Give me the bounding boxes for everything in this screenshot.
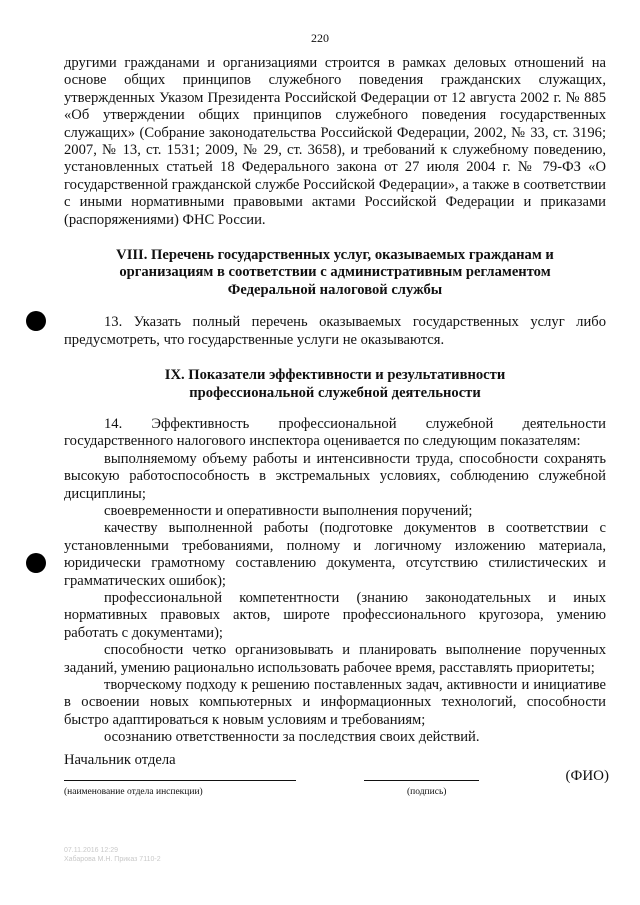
indicator-workload: выполняемому объему работы и интенсивности труда, способности сохранять высокую работоспособность в экстремальных условиях, соблюдению служебной дисциплины; — [64, 450, 606, 502]
section-9 — [64, 367, 606, 747]
section-8-heading — [64, 247, 606, 299]
punch-hole-bottom — [26, 553, 46, 573]
indicator-competence: профессиональной компетентности (знанию законодательных и иных нормативных правовых актов, широте профессионального кругозора, умению работать с документами); — [64, 589, 606, 641]
electronic-stamp — [64, 846, 161, 864]
department-line — [64, 780, 296, 781]
page-number: 220 — [311, 31, 329, 45]
indicator-quality: качеству выполненной работы (подготовке документов в соответствии с установленными требованиями, полному и логичному изложению материала, юридически грамотному составлению документа, отсутствию стилистических и грамматических ошибок); — [64, 520, 606, 589]
indicator-timeliness: своевременности и оперативности выполнения поручений; — [104, 502, 473, 519]
stamp-date: 07.11.2016 12:29 — [64, 847, 118, 854]
section-8-heading-line3: Федеральной налоговой службы — [227, 281, 443, 298]
signature-caption: (подпись) — [407, 787, 447, 797]
indicator-planning: способности четко организовывать и планировать выполнение порученных заданий, умению рационально использовать рабочее время, расставлять приоритеты; — [64, 642, 606, 676]
section-8-heading-line1: VIII. Перечень государственных услуг, оказываемых гражданам и — [116, 247, 554, 264]
indicator-list — [64, 416, 606, 747]
punch-hole-top — [26, 311, 46, 331]
paragraph-13: 13. Указать полный перечень оказываемых государственных услуг либо предусмотреть, что государственные услуги не оказываются. — [64, 314, 606, 348]
section-9-heading-line2: профессиональной служебной деятельности — [189, 384, 481, 401]
document-body — [64, 55, 606, 765]
department-caption: (наименование отдела инспекции) — [64, 787, 203, 797]
indicator-responsibility: осознанию ответственности за последствия своих действий. — [104, 729, 480, 746]
section-8-heading-line2: организациям в соответствии с административным регламентом — [119, 264, 551, 281]
stamp-author: Хабарова М.Н. Приказ 7110-2 — [64, 856, 161, 863]
section-9-heading-line1: IX. Показатели эффективности и результативности — [164, 367, 506, 384]
signature-line — [364, 780, 479, 781]
section-8 — [64, 247, 606, 349]
signatory-title: Начальник отдела — [64, 752, 176, 768]
intro-paragraph: другими гражданами и организациями строится в рамках деловых отношений на основе общих принципов служебного поведения гражданских служащих, утвержденных Указом Президента Российской Федерации от 12 августа 2002 г. № 885 «Об утверждении общих принципов служебного поведения государственных служащих» (Собрание законодательства Российской Федерации, 2002, № 33, ст. 3196; 2007, № 13, ст. 1531; 2009, № 29, ст. 3658), и требований к служебному поведению, установленных статьей 18 Федерального закона от 27 июля 2004 г. № 79-ФЗ «О государственной гражданской службе Российской Федерации», а также в соответствии с иными нормативными правовыми актами Российской Федерации и приказами (распоряжениями) ФНС России. — [64, 55, 606, 228]
section-9-heading — [64, 367, 606, 402]
indicator-creativity: творческому подходу к решению поставленных задач, активности и инициативе в освоении новых компьютерных и информационных технологий, способности быстро адаптироваться к новым условиям и требованиям; — [64, 677, 606, 728]
fio-label: (ФИО) — [565, 768, 609, 784]
paragraph-14: 14. Эффективность профессиональной служебной деятельности государственного налогового инспектора оценивается по следующим показателям: — [64, 415, 606, 450]
